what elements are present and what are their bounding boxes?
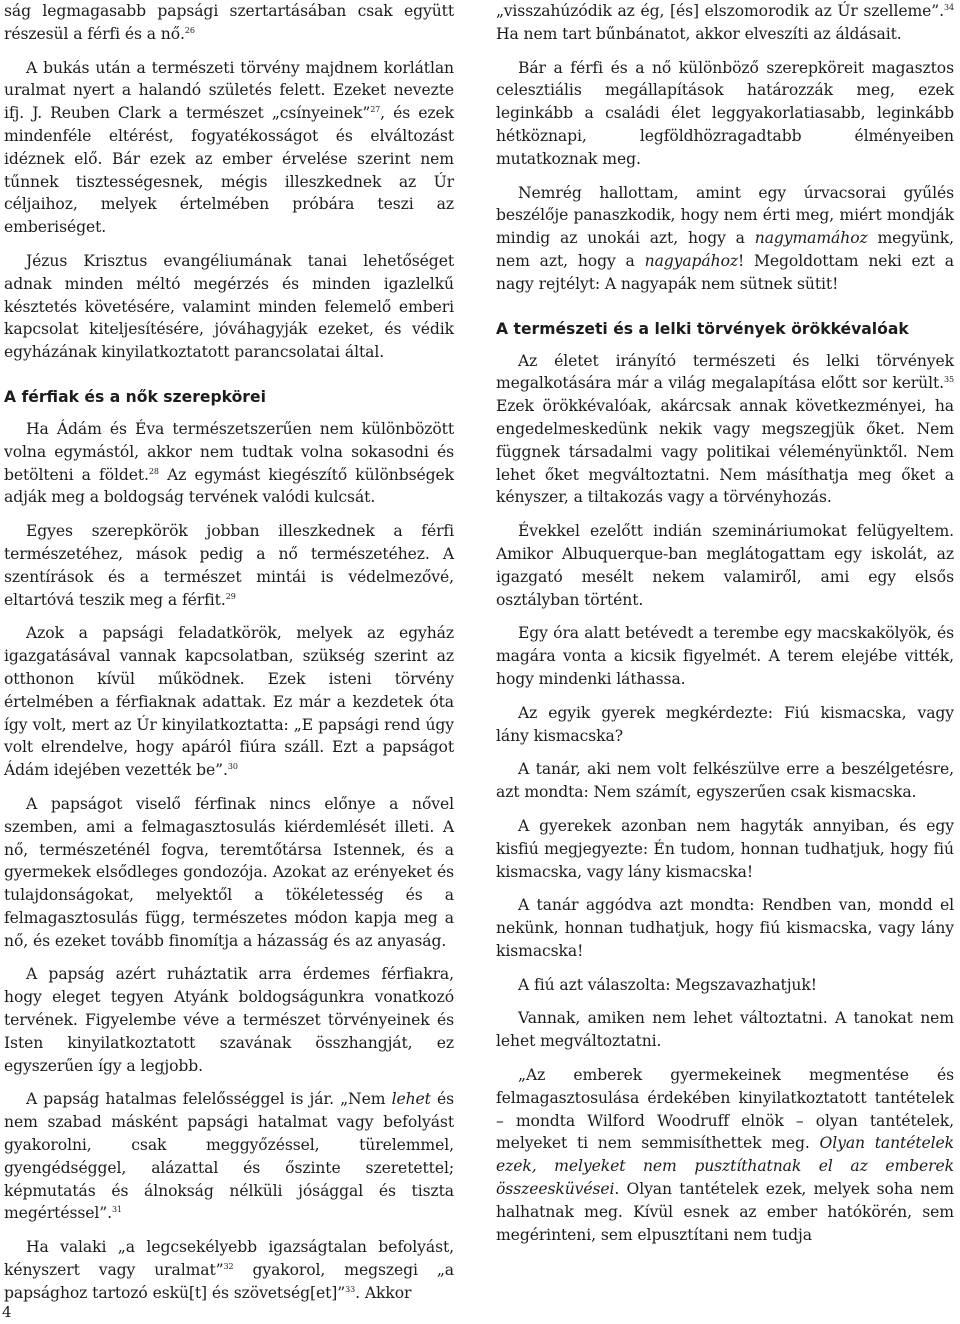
text-run: Ezek örökkévalóak, akárcsak annak következményei, ha engedelmeskedünk nekik vagy megszegjük őket. Nem függnek társadalmi vagy politikai véleményünktől. Nem lehet őket megváltoztatni. Nem másíthatja meg őket a kényszer, a tiltakozás vagy a törvényhozás. <box>496 397 954 507</box>
section-heading: A férfiak és a nők szerepkörei <box>4 387 266 406</box>
text-run: A fiú azt válaszolta: Megszavazhatjuk! <box>518 975 817 994</box>
paragraph <box>496 974 954 997</box>
paragraph <box>4 1236 454 1304</box>
text-run: Bár a férfi és a nő különböző szerepköreit magasztos celesztiális megállapítások határozzák meg, ezek leginkább a családi élet leggyakorlatiasabb, leginkább hétköznapi, legföldhözragadtabb élményeiben mutatkoznak meg. <box>496 58 954 168</box>
text-run: Évekkel ezelőtt indián szemináriumokat felügyeltem. Amikor Albuquerque-ban meglátogattam egy iskolát, az igazgató mesélt nekem valamiről, ami egy elsős osztályban történt. <box>496 522 954 609</box>
footnote-ref: 27 <box>370 105 381 115</box>
text-run: Az egyik gyerek megkérdezte: Fiú kismacska, vagy lány kismacska? <box>496 703 954 745</box>
text-run: gyakorol, megszegi „a papsághoz tartozó eskü[t] és szövetség[et]” <box>4 1261 455 1302</box>
paragraph <box>496 894 954 962</box>
text-run: Az egymást kiegészítő különbségek adják meg a boldogság tervének valódi kulcsát. <box>4 465 454 507</box>
footnote-ref: 28 <box>148 466 159 476</box>
text-run: A papság azért ruháztatik arra érdemes férfiakra, hogy eleget tegyen Atyánk boldogságunkra vonatkozó tervének. Figyelembe véve a természet törvényeinek és Isten kinyilatkoztatott szavának összhangját, ez egyszerűen így a legjobb. <box>4 965 454 1075</box>
paragraph <box>4 250 454 364</box>
paragraph <box>4 622 454 782</box>
text-run: A gyerekek azonban nem hagyták annyiban, és egy kisfiú megjegyezte: Én tudom, honnan tudhatjuk, hogy fiú kismacska, vagy lány kismacska! <box>496 816 954 881</box>
paragraph <box>496 0 954 46</box>
footnote-ref: 31 <box>112 1205 123 1215</box>
emphasis-text: Olyan tantételek ezek, melyeket nem pusztíthatnak el az emberek összeesküvései <box>496 1134 954 1199</box>
footnote-ref: 35 <box>944 375 954 385</box>
text-run: A papságot viselő férfinak nincs előnye a nővel szemben, ami a felmagasztosulás kiérdemlését illeti. A nő, természeténél fogva, teremtőtársa Istennek, és a gyermekek elsődleges gondozója. Azokat az erényeket és tulajdonságokat, melyektől a tökéletesség és a felmagasztosulás függ, természetes módon kapja meg a nő, és ezeket tovább finomítja a házasság és az anyaság. <box>4 794 454 950</box>
text-run: Ha nem tart bűnbánatot, akkor elveszíti az áldásait. <box>496 24 902 43</box>
paragraph <box>496 758 954 804</box>
text-run: megyünk, nem azt, hogy a <box>496 229 954 270</box>
paragraph <box>4 520 454 611</box>
emphasis-text: lehet <box>391 1090 431 1109</box>
text-run: Vannak, amiken nem lehet változtatni. A tanokat nem lehet megváltoztatni. <box>496 1009 954 1051</box>
footnote-ref: 33 <box>345 1284 356 1294</box>
text-run: A bukás után a természeti törvény majdnem korlátlan uralmat nyert a halandó születés felett. Ezeket nevezte ifj. J. Reuben Clark a természet „csínyeinek” <box>4 58 454 123</box>
paragraph <box>4 963 454 1077</box>
text-run: A papság hatalmas felelősséggel is jár. „Nem <box>26 1090 392 1109</box>
paragraph <box>496 182 954 296</box>
paragraph <box>4 1088 454 1225</box>
paragraph <box>496 702 954 748</box>
page-number: 4 <box>2 1303 12 1321</box>
text-run: Az életet irányító természeti és lelki törvények megalkotására már a világ megalapítása előtt sor került. <box>496 351 954 393</box>
text-run: Ha valaki „a legcsekélyebb igazságtalan befolyást, kényszert vagy uralmat” <box>4 1238 454 1280</box>
text-run: és nem szabad másként papsági hatalmat vagy befolyást gyakorolni, csak meggyőzéssel, türelemmel, gyengédséggel, alázattal és őszinte szeretettel; képmutatás és álnokság nélküli jósággal és tiszta megértéssel”. <box>4 1090 455 1223</box>
paragraph <box>496 815 954 883</box>
text-run: A tanár aggódva azt mondta: Rendben van, mondd el nekünk, honnan tudhatjuk, hogy fiú kismacska, vagy lány kismacska! <box>496 896 954 960</box>
section-heading: A természeti és a lelki törvények örökkévalóak <box>496 319 909 338</box>
text-run: Azok a papsági feladatkörök, melyek az egyház igazgatásával vannak kapcsolatban, szükség szerint az otthonon kívül működnek. Ezek isteni törvény értelmében a férfiaknak adattak. Ez már a kezdetek óta így volt, mert az Úr kinyilatkoztatta: „E papsági rend úgy volt elrendelve, hogy apáról fiúra száll. Ezt a papságot Ádám idejében vezették be”. <box>4 624 454 780</box>
footnote-ref: 26 <box>184 25 195 35</box>
text-run: „visszahúzódik az ég, [és] elszomorodik az Úr szelleme”. <box>496 2 945 20</box>
paragraph <box>4 793 454 953</box>
left-column <box>4 0 454 1316</box>
paragraph <box>496 622 954 690</box>
text-run: ság legmagasabb papsági szertartásában csak együtt részesül a férfi és a nő. <box>4 2 454 43</box>
emphasis-text: nagyapához <box>644 251 738 270</box>
footnote-ref: 30 <box>227 762 238 772</box>
paragraph <box>4 57 454 239</box>
text-run: A tanár, aki nem volt felkészülve erre a beszélgetésre, azt mondta: Nem számít, egyszerűen csak kismacska. <box>496 760 954 802</box>
text-run: . Olyan tantételek ezek, melyek soha nem halhatnak meg. Kívül esnek az ember hatókörén, sem megérinteni, sem elpusztítani nem tudja <box>496 1180 954 1244</box>
text-run: Jézus Krisztus evangéliumának tanai lehetőséget adnak minden méltó megérzés és minden igazlelkű késztetés követésére, valamint minden felemelő emberi kapcsolat kiteljesítésére, jóváhagyják ezeket, és védik egyházának kinyilatkoztatott parancsolatai által. <box>4 251 454 362</box>
footnote-ref: 29 <box>225 591 236 601</box>
text-run: Egy óra alatt betévedt a terembe egy macskakölyök, és magára vonta a kicsik figyelmét. A terem elejébe vitték, hogy mindenki láthassa. <box>496 624 954 688</box>
paragraph <box>496 57 954 171</box>
text-run: Ha Ádám és Éva természetszerűen nem különbözött volna egymástól, akkor nem tudtak volna sokasodni és betölteni a földet. <box>4 419 454 484</box>
paragraph <box>496 1064 954 1246</box>
text-run: , és ezek mindenféle eltérést, fogyatékosságot és elváltozást idéznek elő. Bár ezek az ember érvelése szerint nem tűnnek tisztességesnek, mégis illeszkednek az Úr céljaihoz, melyek értelmében próbára teszi az emberiséget. <box>4 104 454 237</box>
paragraph <box>496 520 954 611</box>
text-run: ! Megoldottam neki ezt a nagy rejtélyt: A nagyapák nem sütnek sütit! <box>496 251 955 293</box>
emphasis-text: nagymamához <box>754 229 868 248</box>
right-column <box>496 0 954 1257</box>
footnote-ref: 34 <box>944 3 954 12</box>
text-run: Nemrég hallottam, amint egy úrvacsorai gyűlés beszélője panaszkodik, hogy nem érti meg, miért mondják mindig az unokái azt, hogy a <box>496 183 954 248</box>
paragraph <box>496 1007 954 1053</box>
footnote-ref: 32 <box>223 1262 234 1272</box>
paragraph <box>4 418 454 509</box>
text-run: . Akkor <box>355 1283 412 1302</box>
paragraph <box>496 350 954 510</box>
text-run: „Az emberek gyermekeinek megmentése és felmagasztosulása érdekében kinyilatkoztatott tantételek – mondta Wilford Woodruff elnök – olyan tantételek, melyeket ti nem semmisíthettek meg. <box>496 1066 954 1153</box>
paragraph <box>4 0 454 46</box>
text-run: Egyes szerepkörök jobban illeszkednek a férfi természetéhez, mások pedig a nő természetéhez. A szentírások és a természet mintái is védelmezővé, eltartóvá teszik meg a férfit. <box>4 522 454 609</box>
